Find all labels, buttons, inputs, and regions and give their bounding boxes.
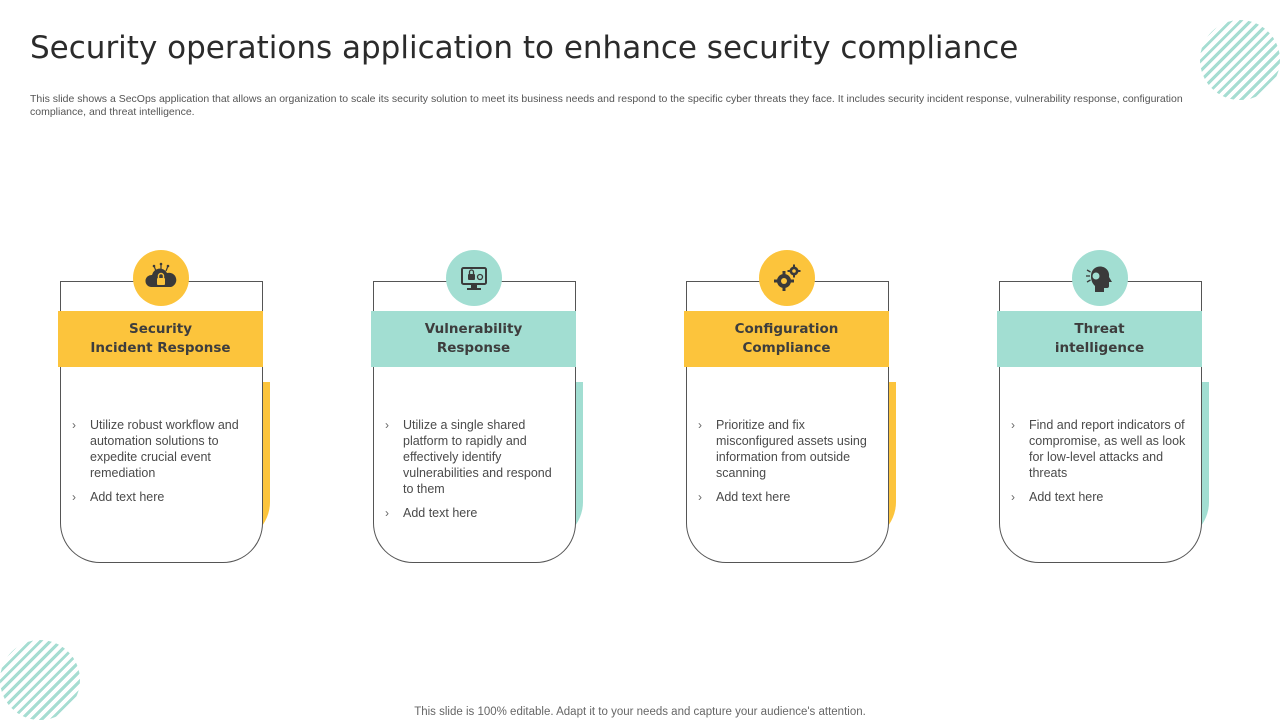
card-heading-line1: Configuration [734, 321, 839, 337]
list-item [70, 417, 250, 481]
bullet-text: Add text here [716, 490, 791, 504]
bullet-text: Add text here [403, 506, 478, 520]
card-threat-intelligence [999, 250, 1219, 570]
card-configuration-compliance [686, 250, 906, 570]
chevron-right-icon: › [385, 506, 389, 520]
card-heading-line2: Compliance [742, 340, 831, 356]
chevron-right-icon: › [698, 418, 702, 432]
list-item [383, 417, 563, 497]
slide-title: Security operations application to enhance security compliance [30, 30, 1019, 66]
card-bullet-list [383, 417, 563, 529]
bullet-text: Utilize a single shared platform to rapidly and effectively identify vulnerabilities and respond to them [403, 418, 552, 496]
chevron-right-icon: › [1011, 418, 1015, 432]
bullet-text: Find and report indicators of compromise, as well as look for low-level attacks and threats [1029, 418, 1186, 480]
list-item [1009, 417, 1189, 481]
gears-icon [759, 250, 815, 306]
slide-footer-note: This slide is 100% editable. Adapt it to your needs and capture your audience's attention. [414, 706, 866, 718]
chevron-right-icon: › [72, 490, 76, 504]
list-item [696, 489, 876, 505]
chevron-right-icon: › [1011, 490, 1015, 504]
card-bullet-list [70, 417, 250, 513]
bullet-text: Utilize robust workflow and automation solutions to expedite crucial event remediation [90, 418, 239, 480]
list-item [383, 505, 563, 521]
chevron-right-icon: › [72, 418, 76, 432]
list-item [1009, 489, 1189, 505]
card-heading [371, 311, 576, 367]
card-heading-line2: intelligence [1054, 340, 1145, 356]
chevron-right-icon: › [385, 418, 389, 432]
card-heading [684, 311, 889, 367]
card-heading-line1: Threat [1074, 321, 1125, 337]
card-heading [58, 311, 263, 367]
card-heading [997, 311, 1202, 367]
card-vulnerability-response [373, 250, 593, 570]
bullet-text: Add text here [90, 490, 165, 504]
list-item [696, 417, 876, 481]
card-bullet-list [1009, 417, 1189, 513]
card-heading-line2: Incident Response [90, 340, 231, 356]
monitor-lock-icon [446, 250, 502, 306]
card-heading-line1: Security [128, 321, 193, 337]
decorative-striped-circle-top [1200, 20, 1280, 100]
card-bullet-list [696, 417, 876, 513]
bullet-text: Prioritize and fix misconfigured assets using information from outside scanning [716, 418, 867, 480]
card-heading-line2: Response [436, 340, 511, 356]
chevron-right-icon: › [698, 490, 702, 504]
card-security-incident-response [60, 250, 280, 570]
bullet-text: Add text here [1029, 490, 1104, 504]
list-item [70, 489, 250, 505]
head-idea-icon [1072, 250, 1128, 306]
card-heading-line1: Vulnerability [424, 321, 523, 337]
slide-description: This slide shows a SecOps application that allows an organization to scale its security solution to meet its business needs and respond to the specific cyber threats they face. It includes security incident response, vulnerability response, configuration compliance, and threat intelligence. [30, 93, 1183, 118]
cloud-lock-icon [133, 250, 189, 306]
